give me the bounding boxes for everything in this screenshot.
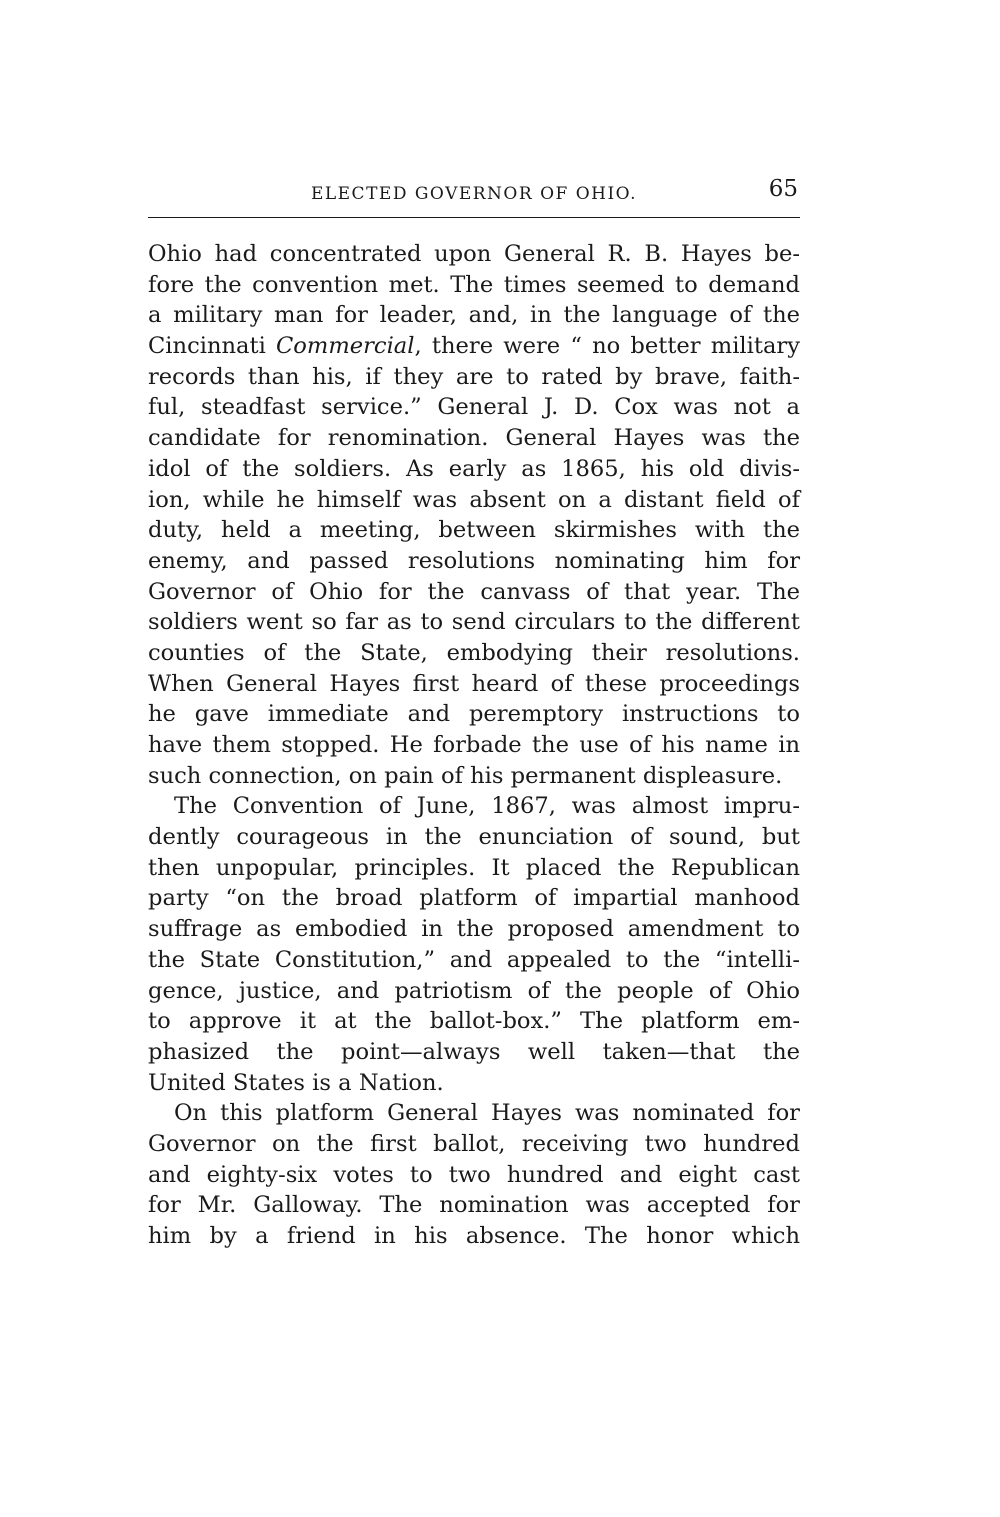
text-line: dently courageous in the enunciation of sound, but [148, 824, 800, 851]
text-line: then unpopular, principles. It placed the Republican [148, 854, 800, 881]
text-line: The Convention of June, 1867, was almost impru- [174, 793, 800, 820]
running-title: ELECTED GOVERNOR OF OHIO. [310, 184, 638, 204]
text-line: phasized the point—always well taken—that the [148, 1038, 800, 1065]
text-line: have them stopped. He forbade the use of his name in [148, 732, 800, 758]
text-line: he gave immediate and peremptory instructions to [148, 701, 800, 728]
text-line: a military man for leader, and, in the language of the [148, 302, 800, 329]
text-line: Governor on the first ballot, receiving two hundred [148, 1130, 800, 1157]
text-line: counties of the State, embodying their resolutions. [148, 639, 800, 666]
text-line: records than his, if they are to rated by brave, faith- [148, 363, 800, 390]
text-line: party “on the broad platform of impartial manhood [148, 885, 800, 912]
header-rule [148, 217, 800, 218]
text-line: soldiers went so far as to send circulars to the different [148, 609, 800, 636]
text-line: enemy, and passed resolutions nominating him for [148, 547, 800, 574]
text-line: ion, while he himself was absent on a distant field of [148, 486, 800, 513]
text-line: and eighty-six votes to two hundred and eight cast [148, 1161, 800, 1188]
running-head [148, 176, 800, 216]
text-line: Ohio had concentrated upon General R. B. Hayes be- [148, 241, 800, 267]
page-number: 65 [768, 176, 798, 202]
paragraph-3 [148, 1098, 800, 1251]
text-line: for Mr. Galloway. The nomination was accepted for [148, 1192, 800, 1219]
text-line: Governor of Ohio for the canvass of that year. The [148, 578, 800, 605]
paragraph-1 [148, 239, 800, 791]
text-line: the State Constitution,” and appealed to the “intelli- [148, 946, 800, 973]
paragraph-2 [148, 791, 800, 1098]
text-line: him by a friend in his absence. The honor which [148, 1223, 800, 1249]
text-line: ful, steadfast service.” General J. D. Cox was not a [148, 394, 800, 421]
body-text [148, 239, 800, 1252]
text-line: to approve it at the ballot-box.” The platform em- [148, 1008, 800, 1035]
text-line: Cincinnati Commercial, there were “ no better military [148, 333, 800, 360]
text-line: United States is a Nation. [148, 1069, 444, 1096]
text-line: candidate for renomination. General Hayes was the [148, 425, 800, 452]
text-line: duty, held a meeting, between skirmishes with the [148, 517, 800, 544]
text-line: such connection, on pain of his permanent displeasure. [148, 762, 783, 789]
periodical-title: Commercial [276, 333, 415, 360]
text-line: suffrage as embodied in the proposed amendment to [148, 916, 800, 943]
text-line: idol of the soldiers. As early as 1865, his old divis- [148, 455, 800, 482]
text-line: fore the convention met. The times seemed to demand [148, 271, 800, 298]
text-line: When General Hayes first heard of these proceedings [148, 670, 800, 697]
text-line: On this platform General Hayes was nominated for [174, 1100, 800, 1127]
text-line: gence, justice, and patriotism of the people of Ohio [148, 977, 800, 1004]
